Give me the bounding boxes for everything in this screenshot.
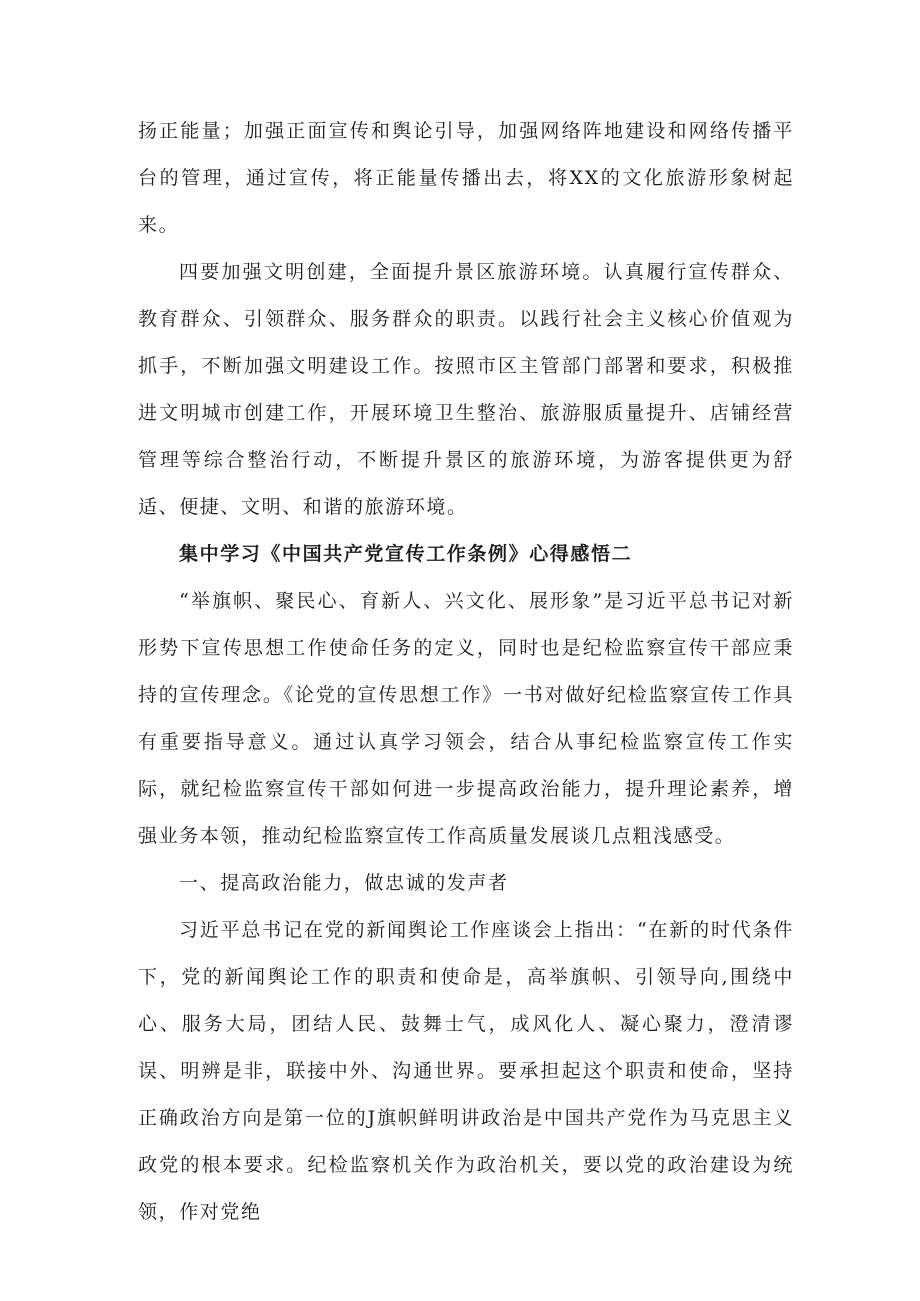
paragraph-quote: 习近平总书记在党的新闻舆论工作座谈会上指出：“在新的时代条件下，党的新闻舆论工作的职责和使命是，高举旗帜、引领导向,围绕中心、服务大局，团结人民、鼓舞士气，成风化人、凝心聚力，澄清谬误、明辨是非，联接中外、沟通世界。要承担起这个职责和使命，坚持正确政治方向是第一位的J旗帜鲜明讲政治是中国共产党作为马克思主义政党的根本要求。纪检监察机关作为政治机关，要以党的政治建设为统领，作对党绝 xyxy=(138,919,794,1223)
paragraph-continued: 扬正能量；加强正面宣传和舆论引导，加强网络阵地建设和网络传播平台的管理，通过宣传，将正能量传播出去，将XX的文化旅游形象树起来。 xyxy=(138,120,794,236)
section-heading: 集中学习《中国共产党宣传工作条例》心得感悟二 xyxy=(179,543,633,565)
document-body xyxy=(138,108,794,1236)
paragraph-civilization: 四要加强文明创建，全面提升景区旅游环境。认真履行宣传群众、教育群众、引领群众、服务群众的职责。以践行社会主义核心价值观为抓手，不断加强文明建设工作。按照市区主管部门部署和要求，积极推进文明城市创建工作，开展环境卫生整治、旅游服质量提升、店铺经营管理等综合整治行动，不断提升景区的旅游环境，为游客提供更为舒适、便捷、文明、和谐的旅游环境。 xyxy=(138,261,794,518)
subheading-political-ability: 一、提高政治能力，做忠诚的发声者 xyxy=(179,872,509,894)
paragraph-intro: “举旗帜、聚民心、育新人、兴文化、展形象”是习近平总书记对新形势下宣传思想工作使命任务的定义，同时也是纪检监察宣传干部应秉持的宣传理念。《论党的宣传思想工作》一书对做好纪检监察宣传工作具有重要指导意义。通过认真学习领会，结合从事纪检监察宣传工作实际，就纪检监察宣传干部如何进一步提高政治能力，提升理论素养，增强业务本领，推动纪检监察宣传工作高质量发展谈几点粗浅感受。 xyxy=(138,590,794,847)
